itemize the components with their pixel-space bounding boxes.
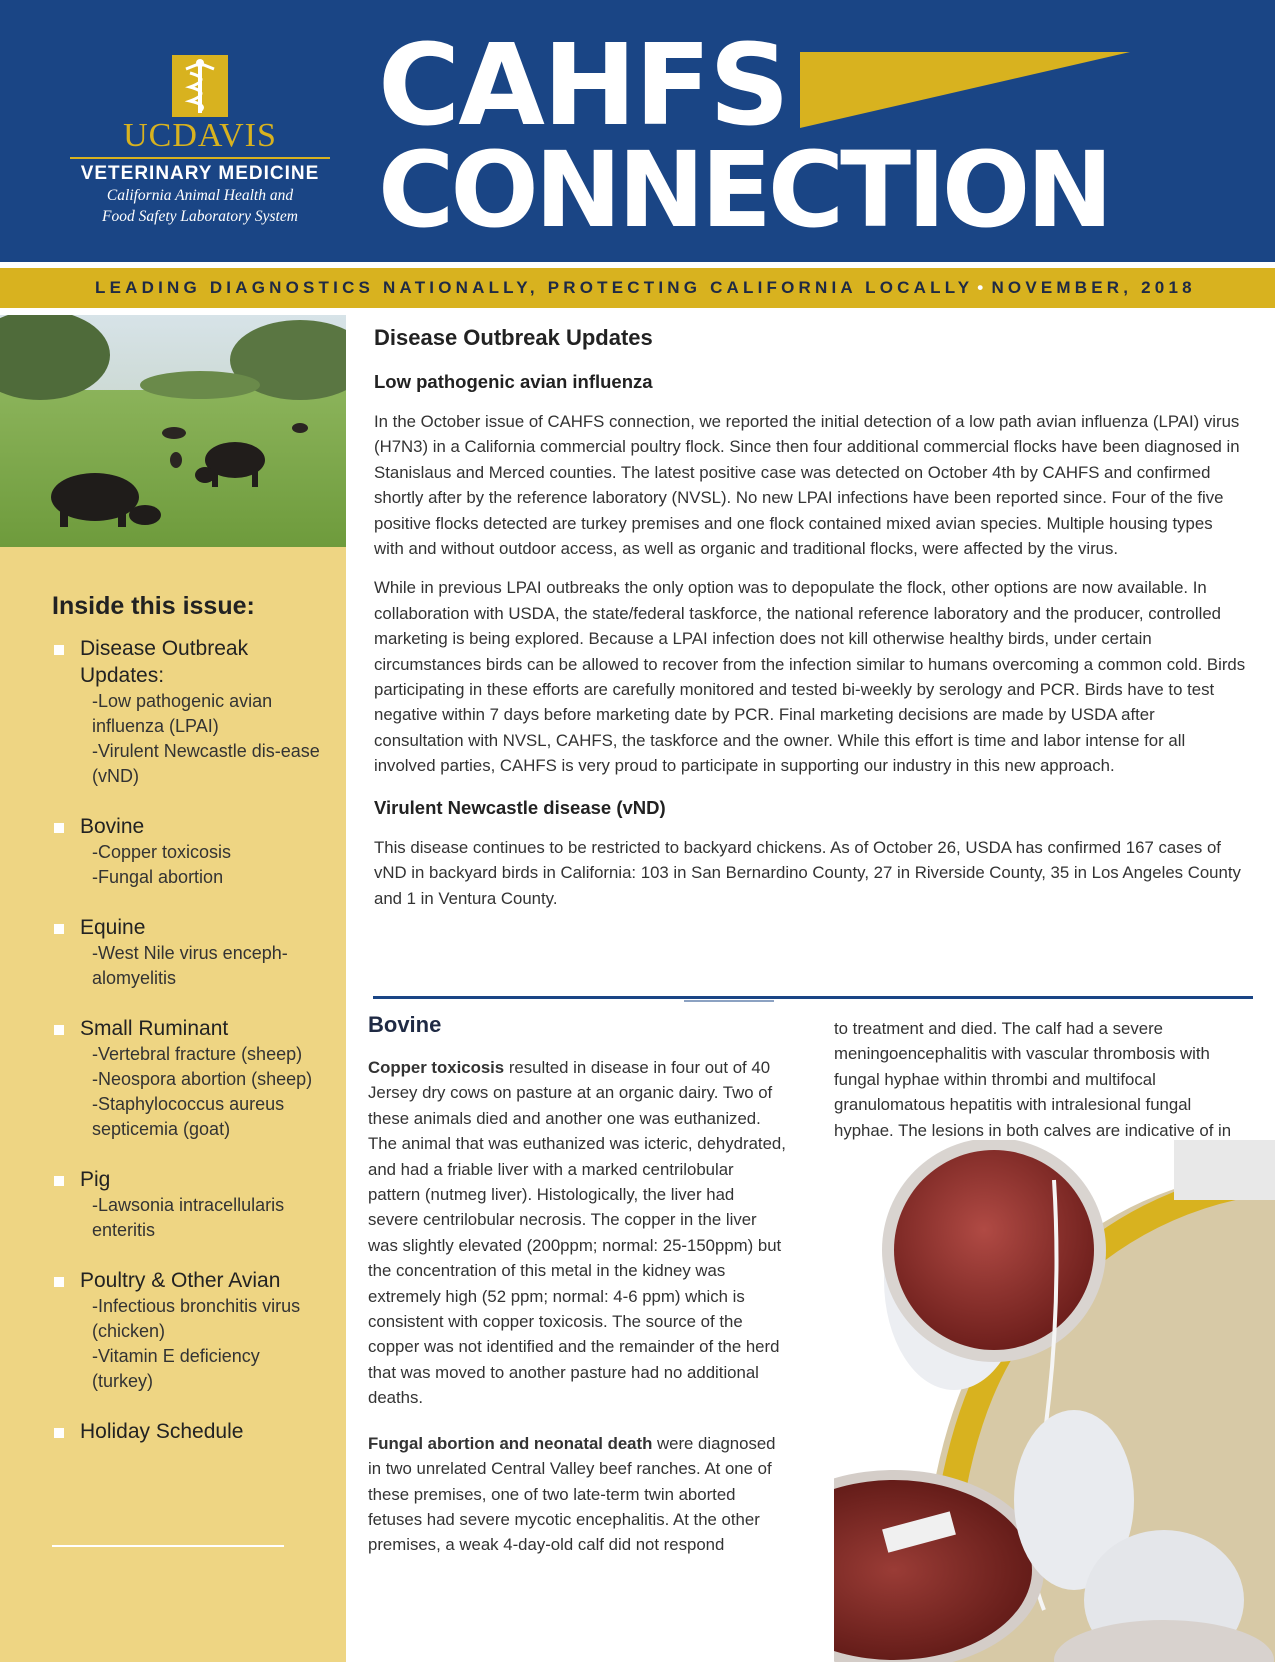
- section-divider-accent: [684, 1000, 774, 1002]
- toc-item-disease-outbreak[interactable]: Disease Outbreak Updates: -Low pathogenic avian influenza (LPAI) -Virulent Newcastle dis-ease (vND): [52, 635, 322, 789]
- sidebar-divider: [52, 1545, 284, 1547]
- fungal-paragraph-continued: to treatment and died. The calf had a severe meningoencephalitis with vascular thrombosis with fungal hyphae within thrombi and multifocal granulomatous hepatitis with intralesional fungal hyphae. The lesions in both calves are indicative of in: [834, 1019, 1232, 1140]
- section-divider: [373, 996, 1253, 999]
- toc-item-equine[interactable]: Equine -West Nile virus enceph-alomyelitis: [52, 914, 322, 991]
- ucdavis-wordmark: UCDAVIS: [123, 117, 277, 154]
- bovine-column-left: [368, 1055, 788, 1578]
- table-of-contents: [52, 635, 322, 1469]
- toc-item-bovine[interactable]: Bovine -Copper toxicosis -Fungal abortion: [52, 813, 322, 890]
- newsletter-title-line2: CONNECTION: [378, 129, 1110, 251]
- gold-wedge-icon: [800, 52, 1130, 128]
- cattle-photo: [0, 315, 346, 547]
- lpai-paragraph-1: In the October issue of CAHFS connection, we reported the initial detection of a low path avian influenza (LPAI) virus (H7N3) in a California commercial poultry flock. Since then four additional commercial flocks have been diagnosed in Stanislaus and Merced counties. The latest positive case was detected on October 4th by CAHFS and confirmed shortly after by the reference laboratory (NVSL). No new LPAI infections have been reported since. Four of the five positive flocks detected are turkey premises and one flock contained mixed avian species. Multiple housing types with and without outdoor access, as well as organic and traditional flocks, were affected by the virus.: [374, 412, 1240, 559]
- inside-this-issue-heading: Inside this issue:: [52, 592, 255, 620]
- fungal-paragraph: Fungal abortion and neonatal death were diagnosed in two unrelated Central Valley beef ranches. At one of these premises, one of two late-term twin aborted fetuses had severe mycotic encephalitis. At the other premises, a weak 4-day-old calf did not respond: [368, 1433, 776, 1555]
- caduceus-icon: [172, 55, 228, 117]
- bovine-heading: Bovine: [368, 1012, 442, 1037]
- vnd-paragraph: This disease continues to be restricted to backyard chickens. As of October 26, USDA has confirmed 167 cases of vND in backyard birds in California: 103 in San Bernardino County, 27 in Riverside County, 35 in Los Angeles County and 1 in Ventura County.: [374, 837, 1241, 908]
- ucdavis-logo: [70, 55, 330, 235]
- department-name: VETERINARY MEDICINE: [70, 157, 330, 185]
- main-article: [374, 325, 1246, 925]
- section-title: Disease Outbreak Updates: [374, 325, 653, 350]
- newsletter-title-line1: CAHFS: [378, 21, 788, 151]
- lpai-paragraph-2: While in previous LPAI outbreaks the only option was to depopulate the flock, other options are now available. In collaboration with USDA, the state/federal taskforce, the national reference laboratory and the producer, controlled marketing is being explored. Because a LPAI infection does not kill otherwise healthy birds, under certain circumstances birds can be allowed to recover from the infection similar to humans overcoming a common cold. Birds participating in these efforts are carefully monitored and tested bi-weekly by serology and PCR. Birds have to test negative within 7 days before marketing date by PCR. Final marketing decisions are made by USDA after consultation with NVSL, CAHFS, the taskforce and the owner. While this effort is time and labor intense for all involved parties, CAHFS is very proud to participate in supporting our industry in this new approach.: [374, 578, 1246, 776]
- copper-paragraph: Copper toxicosis resulted in disease in four out of 40 Jersey dry cows on pasture at an organic dairy. Two of these animals died and another one was euthanized. The animal that was euthanized was icteric, dehydrated, and had a friable liver with a marked centrilobular pattern (nutmeg liver). Histologically, the liver had severe centrilobular necrosis. The copper in the liver was slightly elevated (200ppm; normal: 25-150ppm) but the concentration of this metal in the kidney was extremely high (52 ppm; normal: 4-6 ppm) which is consistent with copper toxicosis. The source of the copper was not identified and the remainder of the herd that was moved to another pasture had no additional deaths.: [368, 1058, 786, 1408]
- lpai-heading: Low pathogenic avian influenza: [374, 371, 653, 392]
- toc-item-pig[interactable]: Pig -Lawsonia intracellularis enteritis: [52, 1166, 322, 1243]
- lab-petri-dish-photo: [834, 1140, 1275, 1662]
- tagline: LEADING DIAGNOSTICS NATIONALLY, PROTECTING CALIFORNIA LOCALLY • NOVEMBER, 2018: [95, 278, 1196, 297]
- toc-item-holiday-schedule[interactable]: Holiday Schedule: [52, 1418, 322, 1445]
- toc-item-small-ruminant[interactable]: Small Ruminant -Vertebral fracture (sheep) -Neospora abortion (sheep) -Staphylococcus aureus septicemia (goat): [52, 1015, 322, 1142]
- toc-item-poultry[interactable]: Poultry & Other Avian -Infectious bronchitis virus (chicken) -Vitamin E deficiency (turkey): [52, 1267, 322, 1394]
- lab-system-name: California Animal Health and Food Safety Laboratory System: [102, 187, 298, 225]
- vnd-heading: Virulent Newcastle disease (vND): [374, 796, 666, 818]
